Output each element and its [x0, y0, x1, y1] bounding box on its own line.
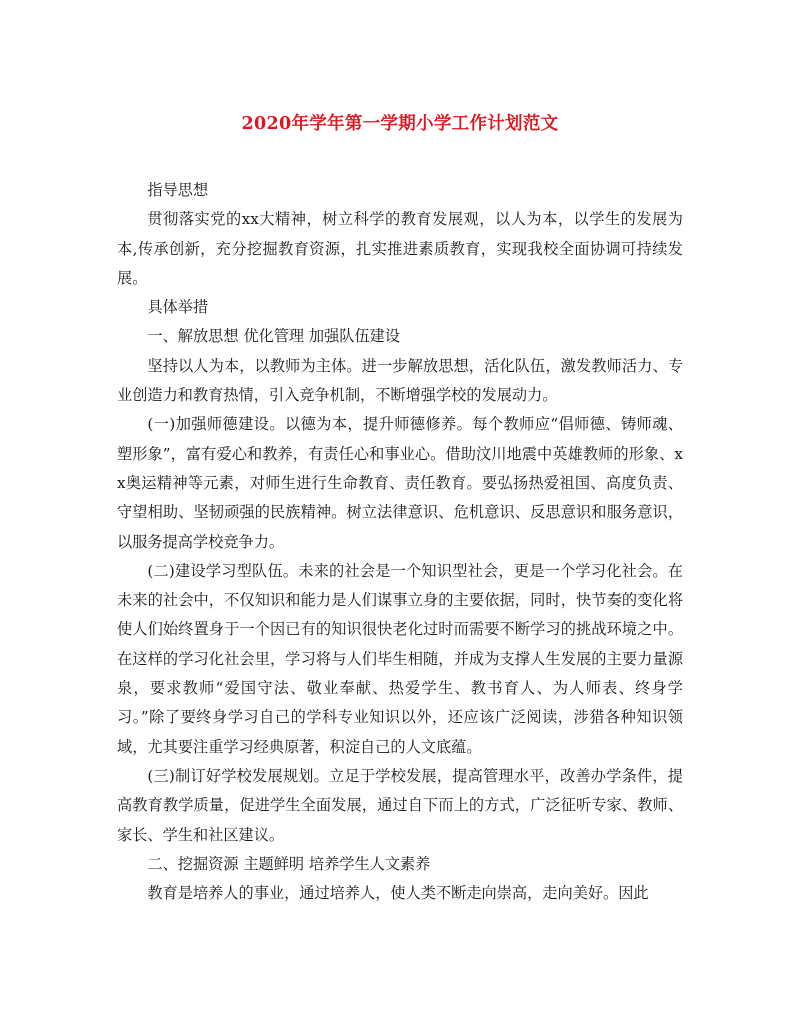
heading-specific-measures: 具体举措 — [147, 298, 209, 317]
heading-guiding-ideology: 指导思想 — [147, 181, 209, 199]
document-body — [117, 176, 683, 908]
paragraph-people-oriented: 坚持以人为本，以教师为主体。进一步解放思想，活化队伍，激发教师活力、专业创造力和教育热情，引入竞争机制，不断增强学校的发展动力。 — [117, 356, 683, 405]
paragraph-teacher-ethics: (一)加强师德建设。以德为本，提升师德修养。每个教师应“倡师德、铸师魂、塑形象”，富有爱心和教养，有责任心和事业心。借助汶川地震中英雄教师的形象、xx奥运精神等元素，对师生进行生命教育、责任教育。要弘扬热爱祖国、高度负责、守望相助、坚韧顽强的民族精神。树立法律意识、危机意识、反思意识和服务意识，以服务提高学校竞争力。 — [117, 415, 683, 551]
section-heading-2: 二、挖掘资源 主题鲜明 培养学生人文素养 — [147, 854, 431, 873]
paragraph-education-purpose: 教育是培养人的事业，通过培养人，使人类不断走向崇高，走向美好。因此 — [147, 884, 649, 903]
section-heading-1: 一、解放思想 优化管理 加强队伍建设 — [147, 327, 401, 346]
document-title: 2020年学年第一学期小学工作计划范文 — [241, 114, 559, 134]
paragraph-guiding-ideology: 贯彻落实党的xx大精神，树立科学的教育发展观，以人为本，以学生的发展为本,传承创新，充分挖掘教育资源，扎实推进素质教育，实现我校全面协调可持续发展。 — [117, 210, 683, 287]
paragraph-development-plan: (三)制订好学校发展规划。立足于学校发展，提高管理水平，改善办学条件，提高教育教学质量，促进学生全面发展，通过自下而上的方式，广泛征听专家、教师、家长、学生和社区建议。 — [117, 766, 683, 844]
paragraph-learning-team: (二)建设学习型队伍。未来的社会是一个知识型社会，更是一个学习化社会。在未来的社会中，不仅知识和能力是人们谋事立身的主要依据，同时，快节奏的变化将使人们始终置身于一个因已有的知识很快老化过时而需要不断学习的挑战环境之中。在这样的学习化社会里，学习将与人们毕生相随，并成为支撑人生发展的主要力量源泉，要求教师“爱国守法、敬业奉献、热爱学生、教书育人、为人师表、终身学习。”除了要终身学习自己的学科专业知识以外，还应该广泛阅读，涉猎各种知识领域，尤其要注重学习经典原著，积淀自己的人文底蕴。 — [117, 561, 683, 756]
